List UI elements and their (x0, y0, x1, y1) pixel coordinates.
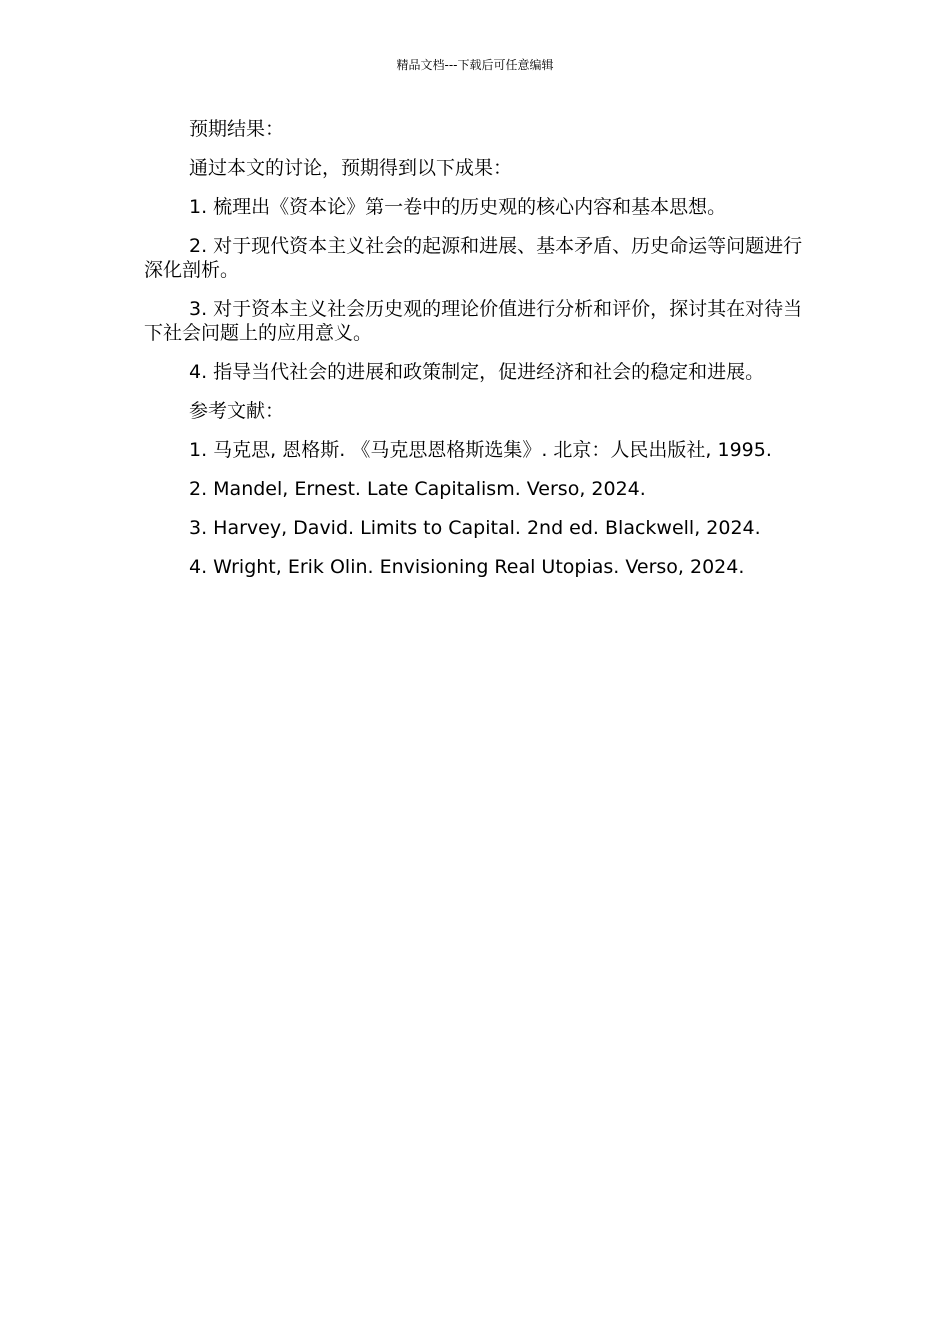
result-item-2: 2. 对于现代资本主义社会的起源和进展、基本矛盾、历史命运等问题进行深化剖析。 (144, 235, 803, 281)
reference-item-4: 4. Wright, Erik Olin. Envisioning Real Utopias. Verso, 2024. (189, 556, 745, 578)
results-heading: 预期结果： (189, 118, 285, 140)
reference-item-2: 2. Mandel, Ernest. Late Capitalism. Verso, 2024. (189, 478, 646, 500)
result-item-4: 4. 指导当代社会的进展和政策制定，促进经济和社会的稳定和进展。 (189, 361, 765, 383)
reference-item-3: 3. Harvey, David. Limits to Capital. 2nd ed. Blackwell, 2024. (189, 517, 761, 539)
results-intro: 通过本文的讨论，预期得到以下成果： (189, 157, 513, 179)
reference-item-1: 1. 马克思, 恩格斯. 《马克思恩格斯选集》. 北京：人民出版社, 1995. (189, 439, 772, 461)
result-item-3: 3. 对于资本主义社会历史观的理论价值进行分析和评价，探讨其在对待当下社会问题上的应用意义。 (144, 298, 803, 344)
references-heading: 参考文献： (189, 400, 285, 422)
page-header: 精品文档---下载后可任意编辑 (396, 58, 554, 72)
document-body (144, 117, 814, 594)
result-item-1: 1. 梳理出《资本论》第一卷中的历史观的核心内容和基本思想。 (189, 196, 727, 218)
